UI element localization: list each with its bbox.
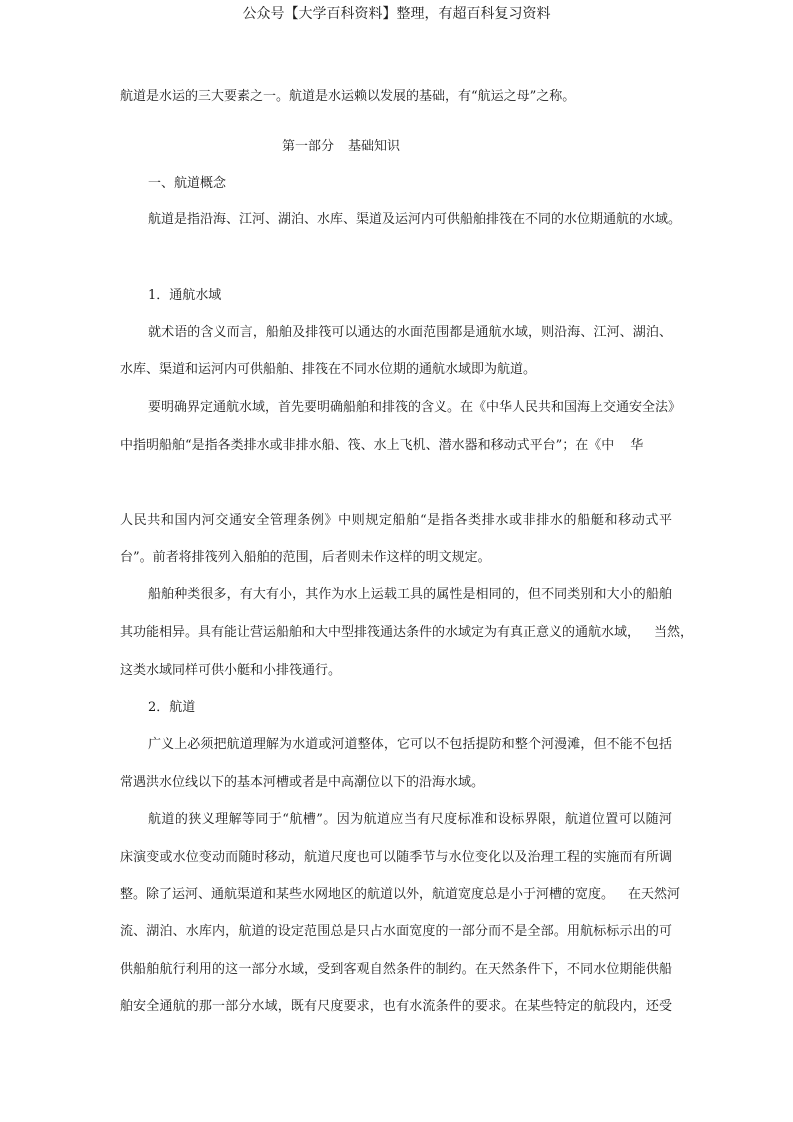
- paragraph-line: 供船舶航行利用的这一部分水域，受到客观自然条件的制约。在天然条件下，不同水位期能供船: [120, 962, 672, 977]
- paragraph-line-text: 当然，: [654, 625, 694, 640]
- paragraph-line: 流、湖泊、水库内，航道的设定范围总是只占水面宽度的一部分而不是全部。用航标标示出的可: [120, 924, 672, 939]
- paragraph-line-text: 华: [630, 438, 644, 453]
- paragraph-line-text: 在天然河: [628, 887, 681, 902]
- paragraph-line: 这类水域同样可供小艇和小排筏通行。: [120, 663, 342, 678]
- paragraph-line: 舶安全通航的那一部分水域，既有尺度要求，也有水流条件的要求。在某些特定的航段内，还受: [120, 999, 672, 1014]
- paragraph-line: 就术语的含义而言，船舶及排筏可以通达的水面范围都是通航水域，则沿海、江河、湖泊、: [148, 325, 672, 340]
- part-title-label: 第一部分: [282, 139, 335, 154]
- paragraph-line: [120, 624, 693, 642]
- paragraph-line: 水库、渠道和运河内可供船舶、排筏在不同水位期的通航水域即为航道。: [120, 362, 537, 377]
- section-heading-concept: 一、航道概念: [148, 176, 227, 191]
- part-title-name: 基础知识: [348, 139, 401, 154]
- definition-paragraph: 航道是指沿海、江河、湖泊、水库、渠道及运河内可供船舶排筏在不同的水位期通航的水域。: [148, 212, 682, 227]
- paragraph-line-text: 其功能相异。具有能让营运船舶和大中型排筏通达条件的水域定为有真正意义的通航水域，: [120, 625, 641, 640]
- page-header: 公众号【大学百科资料】整理，有超百科复习资料: [242, 6, 551, 22]
- part-title: [282, 138, 400, 156]
- paragraph-line: 台”。前者将排筏列入船舶的范围，后者则未作这样的明文规定。: [120, 550, 491, 565]
- paragraph-line: 常遇洪水位线以下的基本河槽或者是中高潮位以下的沿海水域。: [120, 775, 485, 790]
- paragraph-line: [120, 886, 680, 904]
- paragraph-line-text: 整。除了运河、通航渠道和某些水网地区的航道以外，航道宽度总是小于河槽的宽度。: [120, 887, 615, 902]
- subsection-heading-channel: 2．航道: [148, 700, 196, 715]
- paragraph-line-text: 中指明船舶“是指各类排水或非排水船、筏、水上飞机、潜水器和移动式平台”；在《中: [120, 438, 615, 453]
- intro-paragraph: 航道是水运的三大要素之一。航道是水运赖以发展的基础，有“航运之母”之称。: [120, 89, 576, 104]
- paragraph-line: 人民共和国内河交通安全管理条例》中则规定船舶“是指各类排水或非排水的船艇和移动式平: [120, 513, 672, 528]
- subsection-heading-navigable-waters: 1．通航水域: [148, 288, 222, 303]
- paragraph-line: 广义上必须把航道理解为水道或河道整体，它可以不包括提防和整个河漫滩，但不能不包括: [148, 737, 672, 752]
- paragraph-line: 航道的狭义理解等同于“航槽”。因为航道应当有尺度标准和设标界限，航道位置可以随河: [148, 812, 672, 827]
- paragraph-line: 床演变或水位变动而随时移动，航道尺度也可以随季节与水位变化以及治理工程的实施而有所调: [120, 850, 672, 865]
- paragraph-line: [120, 437, 643, 455]
- paragraph-line: 船舶种类很多，有大有小，其作为水上运载工具的属性是相同的，但不同类别和大小的船舶: [148, 587, 672, 602]
- paragraph-line: 要明确界定通航水域，首先要明确船舶和排筏的含义。在《中华人民共和国海上交通安全法》: [148, 400, 682, 415]
